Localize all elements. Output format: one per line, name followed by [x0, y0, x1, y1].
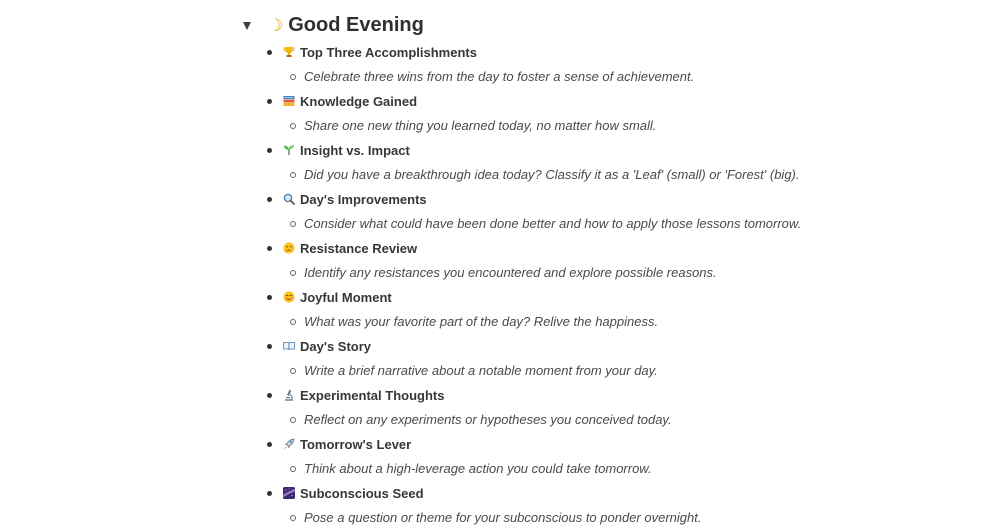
- open-book-icon: [283, 340, 295, 352]
- item-row: [266, 138, 966, 162]
- item-description[interactable]: Write a brief narrative about a notable moment from your day.: [304, 363, 658, 378]
- item-subrow: [266, 309, 966, 334]
- item-title[interactable]: Day's Improvements: [300, 191, 427, 207]
- circle-bullet: [290, 515, 296, 521]
- item-row: [266, 285, 966, 309]
- bullet-dot: [267, 442, 272, 447]
- bullet-dot: [267, 491, 272, 496]
- list-item: [266, 138, 966, 187]
- item-title[interactable]: Tomorrow's Lever: [300, 436, 412, 452]
- item-subrow: [266, 260, 966, 285]
- list-item: [266, 383, 966, 432]
- bullet-dot: [267, 295, 272, 300]
- good-evening-toggle[interactable]: [243, 10, 424, 40]
- item-row: [266, 383, 966, 407]
- item-title[interactable]: Resistance Review: [300, 240, 418, 256]
- item-row: [266, 89, 966, 113]
- smiling-face-icon: [283, 291, 295, 303]
- item-description[interactable]: Pose a question or theme for your subconscious to ponder overnight.: [304, 510, 702, 525]
- item-description[interactable]: Reflect on any experiments or hypotheses you conceived today.: [304, 412, 672, 427]
- milky-way-icon: [283, 487, 295, 499]
- bullet-dot: [267, 344, 272, 349]
- item-row: [266, 432, 966, 456]
- magnifying-glass-icon: [283, 193, 295, 205]
- item-title[interactable]: Insight vs. Impact: [300, 142, 410, 158]
- item-description[interactable]: What was your favorite part of the day? Relive the happiness.: [304, 314, 659, 329]
- item-subrow: [266, 456, 966, 481]
- item-title[interactable]: Subconscious Seed: [300, 485, 424, 501]
- microscope-icon: [283, 389, 295, 401]
- caret-down-icon[interactable]: [243, 22, 251, 30]
- journal-prompt-list: [266, 40, 966, 530]
- bullet-dot: [267, 148, 272, 153]
- bullet-dot: [267, 246, 272, 251]
- bullet-dot: [267, 50, 272, 55]
- list-item: [266, 285, 966, 334]
- list-item: [266, 89, 966, 138]
- item-title[interactable]: Joyful Moment: [300, 289, 392, 305]
- list-item: [266, 432, 966, 481]
- bullet-dot: [267, 99, 272, 104]
- circle-bullet: [290, 221, 296, 227]
- circle-bullet: [290, 74, 296, 80]
- circle-bullet: [290, 466, 296, 472]
- bullet-dot: [267, 197, 272, 202]
- item-description[interactable]: Consider what could have been done better and how to apply those lessons tomorrow.: [304, 216, 802, 231]
- circle-bullet: [290, 417, 296, 423]
- bullet-dot: [267, 393, 272, 398]
- list-item: [266, 40, 966, 89]
- trophy-icon: [283, 46, 295, 58]
- item-subrow: [266, 358, 966, 383]
- seedling-icon: [283, 144, 295, 156]
- item-subrow: [266, 407, 966, 432]
- circle-bullet: [290, 172, 296, 178]
- list-item: [266, 481, 966, 530]
- list-item: [266, 334, 966, 383]
- item-subrow: [266, 64, 966, 89]
- item-subrow: [266, 162, 966, 187]
- item-row: [266, 40, 966, 64]
- crescent-moon-icon: ☽: [268, 15, 284, 35]
- item-row: [266, 334, 966, 358]
- item-description[interactable]: Identify any resistances you encountered and explore possible reasons.: [304, 265, 717, 280]
- thinking-face-icon: [283, 242, 295, 254]
- section-title: Good Evening: [288, 13, 424, 36]
- item-description[interactable]: Think about a high-leverage action you could take tomorrow.: [304, 461, 652, 476]
- circle-bullet: [290, 319, 296, 325]
- books-icon: [283, 95, 295, 107]
- item-description[interactable]: Share one new thing you learned today, no matter how small.: [304, 118, 657, 133]
- item-description[interactable]: Celebrate three wins from the day to foster a sense of achievement.: [304, 69, 695, 84]
- item-title[interactable]: Experimental Thoughts: [300, 387, 445, 403]
- circle-bullet: [290, 368, 296, 374]
- item-subrow: [266, 505, 966, 530]
- circle-bullet: [290, 123, 296, 129]
- item-subrow: [266, 211, 966, 236]
- rocket-icon: [283, 438, 295, 450]
- list-item: [266, 187, 966, 236]
- item-title[interactable]: Top Three Accomplishments: [300, 44, 477, 60]
- list-item: [266, 236, 966, 285]
- item-row: [266, 187, 966, 211]
- item-row: [266, 236, 966, 260]
- circle-bullet: [290, 270, 296, 276]
- item-row: [266, 481, 966, 505]
- item-description[interactable]: Did you have a breakthrough idea today? Classify it as a 'Leaf' (small) or 'Forest' (big).: [304, 167, 800, 182]
- item-subrow: [266, 113, 966, 138]
- item-title[interactable]: Day's Story: [300, 338, 372, 354]
- item-title[interactable]: Knowledge Gained: [300, 93, 418, 109]
